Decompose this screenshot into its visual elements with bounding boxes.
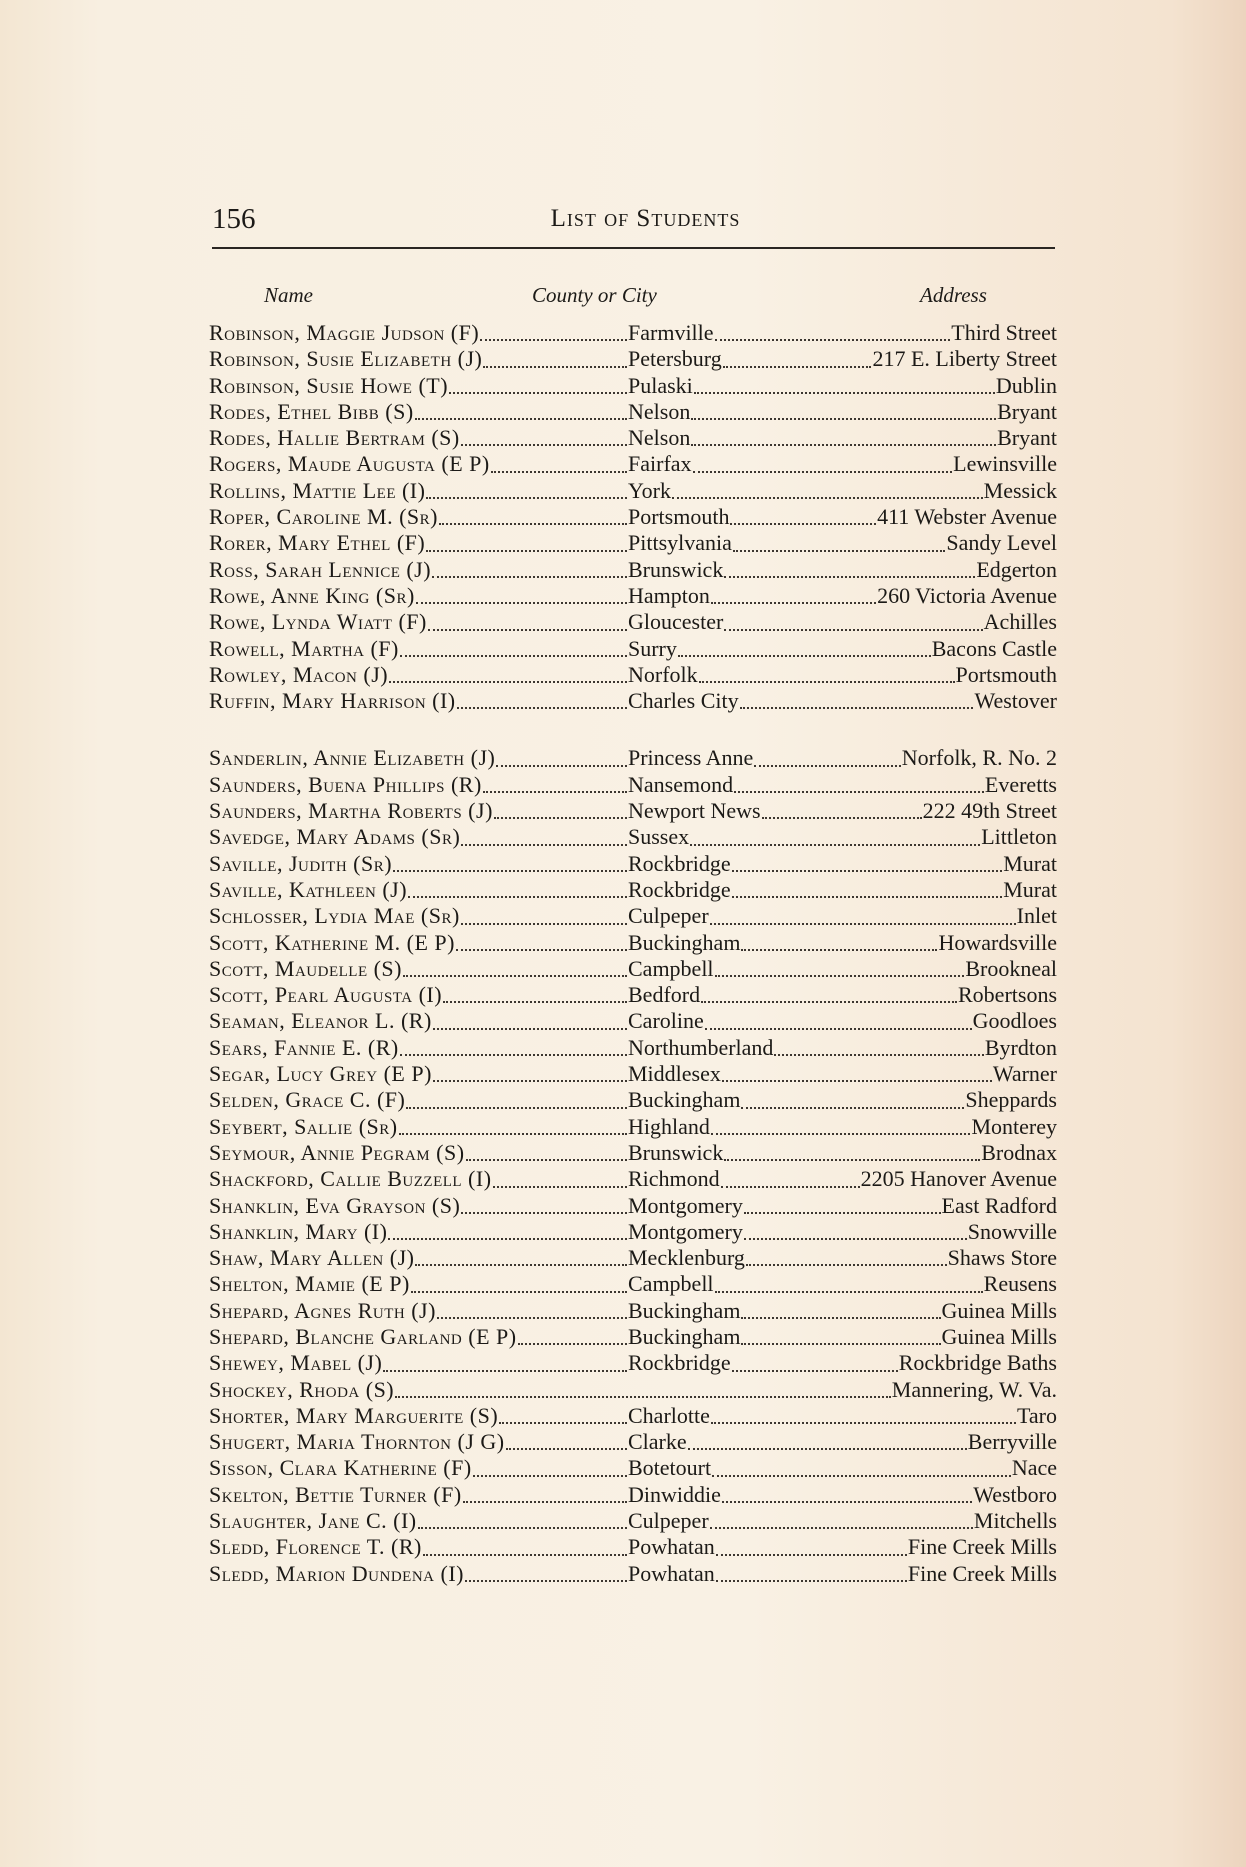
student-entry xyxy=(209,798,1057,824)
student-address: 222 49th Street xyxy=(922,798,1057,824)
student-name: Slaughter, Jane C. (I) xyxy=(209,1508,417,1534)
leader-dots xyxy=(723,350,872,370)
student-name: Shugert, Maria Thornton (J G) xyxy=(209,1429,505,1455)
leader-dots xyxy=(433,1012,627,1032)
student-name: Roper, Caroline M. (Sr) xyxy=(209,504,438,530)
student-name: Saunders, Martha Roberts (J) xyxy=(209,798,493,824)
leader-dots xyxy=(461,428,627,448)
leader-dots xyxy=(732,854,1003,874)
student-address: Robertsons xyxy=(958,982,1057,1008)
leader-dots xyxy=(483,350,627,370)
student-entry xyxy=(209,1298,1057,1324)
student-name: Seymour, Annie Pegram (S) xyxy=(209,1139,465,1165)
student-county: Rockbridge xyxy=(628,1350,731,1376)
leader-dots xyxy=(432,560,627,580)
leader-dots xyxy=(506,1432,627,1452)
leader-dots xyxy=(691,402,996,422)
leader-dots xyxy=(461,907,627,927)
leader-dots xyxy=(715,959,965,979)
student-address: Mitchells xyxy=(973,1508,1057,1534)
leader-dots xyxy=(406,1091,627,1111)
student-name: Scott, Pearl Augusta (I) xyxy=(209,982,443,1008)
student-name: Shanklin, Mary (I) xyxy=(209,1218,388,1244)
student-address: Mannering, W. Va. xyxy=(891,1376,1057,1402)
student-entry xyxy=(209,1561,1057,1587)
student-address: Howardsville xyxy=(938,929,1057,955)
student-name: Selden, Grace C. (F) xyxy=(209,1087,406,1113)
student-name: Shorter, Mary Marguerite (S) xyxy=(209,1402,499,1428)
student-county: Pulaski xyxy=(628,372,693,398)
leader-dots xyxy=(711,1406,1016,1426)
student-entry xyxy=(209,373,1057,399)
student-name: Saville, Judith (Sr) xyxy=(209,850,393,876)
student-county: Surry xyxy=(628,635,677,661)
leader-dots xyxy=(426,534,627,554)
student-county: Charles City xyxy=(628,688,739,714)
student-entry xyxy=(209,688,1057,714)
student-county: Sussex xyxy=(628,824,690,850)
leader-dots xyxy=(423,1538,627,1558)
leader-dots xyxy=(741,1091,964,1111)
student-entry xyxy=(209,1350,1057,1376)
leader-dots xyxy=(690,828,980,848)
column-header-county: County or City xyxy=(532,283,657,307)
column-header-name: Name xyxy=(264,283,313,307)
student-county: Montgomery xyxy=(628,1218,743,1244)
student-name: Scott, Katherine M. (E P) xyxy=(209,929,455,955)
leader-dots xyxy=(461,1196,627,1216)
student-county: Norfolk xyxy=(628,661,698,687)
leader-dots xyxy=(403,959,627,979)
student-address: East Radford xyxy=(941,1192,1057,1218)
student-entry xyxy=(209,530,1057,556)
student-address: Lewinsville xyxy=(953,451,1057,477)
leader-dots xyxy=(711,1117,971,1137)
leader-dots xyxy=(710,1511,973,1531)
student-address: Westboro xyxy=(973,1481,1057,1507)
leader-dots xyxy=(518,1327,627,1347)
leader-dots xyxy=(694,376,995,396)
student-entry xyxy=(209,1114,1057,1140)
student-county: Nelson xyxy=(628,398,691,424)
student-county: Buckingham xyxy=(628,1323,741,1349)
leader-dots xyxy=(716,1564,907,1584)
leader-dots xyxy=(741,933,937,953)
student-name: Rorer, Mary Ethel (F) xyxy=(209,530,426,556)
student-name: Savedge, Mary Adams (Sr) xyxy=(209,824,461,850)
leader-dots xyxy=(463,1485,627,1505)
student-entry xyxy=(209,451,1057,477)
student-address: Warner xyxy=(992,1061,1057,1087)
student-address: Sheppards xyxy=(965,1087,1057,1113)
student-county: Dinwiddie xyxy=(628,1481,721,1507)
student-address: Fine Creek Mills xyxy=(907,1560,1057,1586)
student-county: Montgomery xyxy=(628,1192,743,1218)
leader-dots xyxy=(393,854,627,874)
student-address: Achilles xyxy=(983,609,1057,635)
student-address: 411 Webster Avenue xyxy=(877,504,1057,530)
leader-dots xyxy=(722,1064,992,1084)
student-county: Rockbridge xyxy=(628,850,731,876)
leader-dots xyxy=(439,507,627,527)
student-entry xyxy=(209,346,1057,372)
student-entry xyxy=(209,557,1057,583)
student-address: Portsmouth xyxy=(955,661,1057,687)
student-name: Sanderlin, Annie Elizabeth (J) xyxy=(209,745,496,771)
running-title: List of Students xyxy=(550,205,741,232)
student-county: Princess Anne xyxy=(628,745,754,771)
leader-dots xyxy=(710,907,1016,927)
student-county: Powhatan xyxy=(628,1560,715,1586)
leader-dots xyxy=(433,1064,627,1084)
student-address: Bryant xyxy=(997,425,1057,451)
student-entry xyxy=(209,1193,1057,1219)
student-name: Shepard, Agnes Ruth (J) xyxy=(209,1297,436,1323)
student-name: Shepard, Blanche Garland (E P) xyxy=(209,1323,517,1349)
leader-dots xyxy=(724,613,982,633)
student-entry xyxy=(209,583,1057,609)
student-entry xyxy=(209,851,1057,877)
student-address: Berryville xyxy=(967,1429,1057,1455)
leader-dots xyxy=(465,1564,627,1584)
student-entry xyxy=(209,772,1057,798)
student-entry xyxy=(209,1482,1057,1508)
leader-dots xyxy=(437,1301,627,1321)
student-address: Inlet xyxy=(1016,903,1057,929)
student-entry xyxy=(209,1324,1057,1350)
student-county: Highland xyxy=(628,1113,710,1139)
leader-dots xyxy=(693,455,953,475)
leader-dots xyxy=(715,323,951,343)
leader-dots xyxy=(493,1170,627,1190)
student-county: Clarke xyxy=(628,1429,687,1455)
student-name: Rollins, Mattie Lee (I) xyxy=(209,477,426,503)
student-county: Caroline xyxy=(628,1008,704,1034)
student-name: Shanklin, Eva Grayson (S) xyxy=(209,1192,461,1218)
leader-dots xyxy=(483,775,627,795)
student-entry xyxy=(209,1271,1057,1297)
student-entry xyxy=(209,609,1057,635)
student-name: Sledd, Florence T. (R) xyxy=(209,1534,422,1560)
leader-dots xyxy=(722,1485,972,1505)
student-entry xyxy=(209,1061,1057,1087)
student-entry xyxy=(209,745,1057,771)
leader-dots xyxy=(705,1012,972,1032)
leader-dots xyxy=(774,1038,983,1058)
leader-dots xyxy=(411,1275,627,1295)
student-county: Powhatan xyxy=(628,1534,715,1560)
student-address: Sandy Level xyxy=(946,530,1057,556)
student-entry xyxy=(209,1035,1057,1061)
student-entry xyxy=(209,320,1057,346)
leader-dots xyxy=(499,1406,627,1426)
student-county: Middlesex xyxy=(628,1061,721,1087)
student-entry xyxy=(209,636,1057,662)
leader-dots xyxy=(443,985,627,1005)
student-name: Sledd, Marion Dundena (I) xyxy=(209,1560,464,1586)
student-entry xyxy=(209,504,1057,530)
student-name: Ross, Sarah Lennice (J) xyxy=(209,556,432,582)
student-address: Dublin xyxy=(995,372,1057,398)
student-entry xyxy=(209,1087,1057,1113)
student-address: Goodloes xyxy=(972,1008,1057,1034)
leader-dots xyxy=(724,560,975,580)
student-entry xyxy=(209,1455,1057,1481)
student-county: Newport News xyxy=(628,798,761,824)
student-address: Everetts xyxy=(984,771,1057,797)
student-county: Culpeper xyxy=(628,903,709,929)
leader-dots xyxy=(711,586,876,606)
student-county: Culpeper xyxy=(628,1508,709,1534)
leader-dots xyxy=(716,1538,907,1558)
student-address: Rockbridge Baths xyxy=(898,1350,1057,1376)
student-entry xyxy=(209,1219,1057,1245)
student-name: Rogers, Maude Augusta (E P) xyxy=(209,451,490,477)
leader-dots xyxy=(672,481,983,501)
student-name: Seybert, Sallie (Sr) xyxy=(209,1113,398,1139)
student-address: Snowville xyxy=(967,1218,1057,1244)
student-entry xyxy=(209,478,1057,504)
student-address: Norfolk, R. No. 2 xyxy=(901,745,1057,771)
leader-dots xyxy=(416,586,627,606)
student-name: Rowe, Anne King (Sr) xyxy=(209,582,415,608)
student-county: Charlotte xyxy=(628,1402,710,1428)
student-address: Westover xyxy=(974,688,1057,714)
leader-dots xyxy=(400,639,627,659)
student-name: Shaw, Mary Allen (J) xyxy=(209,1245,415,1271)
student-address: 217 E. Liberty Street xyxy=(872,346,1057,372)
student-name: Rodes, Ethel Bibb (S) xyxy=(209,398,414,424)
student-address: Nace xyxy=(1011,1455,1057,1481)
student-name: Robinson, Susie Howe (T) xyxy=(209,372,449,398)
leader-dots xyxy=(754,749,901,769)
student-entry xyxy=(209,1534,1057,1560)
student-name: Skelton, Bettie Turner (F) xyxy=(209,1481,462,1507)
student-county: Brunswick xyxy=(628,556,724,582)
student-county: Northumberland xyxy=(628,1034,774,1060)
student-name: Segar, Lucy Grey (E P) xyxy=(209,1061,432,1087)
student-address: Guinea Mills xyxy=(941,1323,1057,1349)
leader-dots xyxy=(678,639,931,659)
student-county: Campbell xyxy=(628,955,714,981)
student-entry xyxy=(209,1140,1057,1166)
student-name: Shelton, Mamie (E P) xyxy=(209,1271,410,1297)
student-name: Shewey, Mabel (J) xyxy=(209,1350,383,1376)
leader-dots xyxy=(388,1222,627,1242)
page-header xyxy=(212,203,1055,249)
student-address: Murat xyxy=(1003,850,1057,876)
leader-dots xyxy=(691,428,996,448)
leader-dots xyxy=(415,1248,627,1268)
student-name: Saunders, Buena Phillips (R) xyxy=(209,771,482,797)
student-county: Brunswick xyxy=(628,1139,724,1165)
student-county: Bedford xyxy=(628,982,701,1008)
leader-dots xyxy=(494,801,627,821)
student-name: Rodes, Hallie Bertram (S) xyxy=(209,425,460,451)
student-address: Littleton xyxy=(981,824,1057,850)
student-name: Scott, Maudelle (S) xyxy=(209,955,402,981)
student-entry xyxy=(209,982,1057,1008)
leader-dots xyxy=(461,828,627,848)
leader-dots xyxy=(724,1143,980,1163)
column-header-address: Address xyxy=(920,283,987,307)
student-name: Sears, Fannie E. (R) xyxy=(209,1034,399,1060)
student-address: Brookneal xyxy=(965,955,1057,981)
student-name: Shackford, Callie Buzzell (I) xyxy=(209,1166,492,1192)
leader-dots xyxy=(408,880,627,900)
student-county: Nelson xyxy=(628,425,691,451)
student-entry xyxy=(209,956,1057,982)
leader-dots xyxy=(701,985,957,1005)
student-entry xyxy=(209,877,1057,903)
student-address: Murat xyxy=(1003,876,1057,902)
student-county: Farmville xyxy=(628,320,714,345)
leader-dots xyxy=(428,613,627,633)
leader-dots xyxy=(762,801,922,821)
leader-dots xyxy=(491,455,627,475)
student-entry xyxy=(209,903,1057,929)
student-entry xyxy=(209,1429,1057,1455)
leader-dots xyxy=(415,402,627,422)
student-name: Robinson, Maggie Judson (F) xyxy=(209,320,480,345)
leader-dots xyxy=(715,1275,983,1295)
student-county: Richmond xyxy=(628,1166,720,1192)
leader-dots xyxy=(400,1038,627,1058)
student-entry xyxy=(209,662,1057,688)
student-county: Nansemond xyxy=(628,771,734,797)
student-address: Edgerton xyxy=(976,556,1057,582)
student-county: Fairfax xyxy=(628,451,692,477)
student-address: 2205 Hanover Avenue xyxy=(860,1166,1057,1192)
leader-dots xyxy=(389,665,627,685)
leader-dots xyxy=(741,1301,940,1321)
leader-dots xyxy=(449,376,627,396)
student-entry xyxy=(209,1377,1057,1403)
student-entry xyxy=(209,399,1057,425)
student-county: York xyxy=(628,477,672,503)
student-name: Shockey, Rhoda (S) xyxy=(209,1376,395,1402)
page-number: 156 xyxy=(212,203,256,235)
student-address: Brodnax xyxy=(981,1139,1057,1165)
leader-dots xyxy=(456,933,627,953)
leader-dots xyxy=(734,775,984,795)
student-county: Botetourt xyxy=(628,1455,712,1481)
student-address: Fine Creek Mills xyxy=(907,1534,1057,1560)
leader-dots xyxy=(741,1327,940,1347)
student-county: Mecklenburg xyxy=(628,1245,745,1271)
student-name: Schlosser, Lydia Mae (Sr) xyxy=(209,903,460,929)
leader-dots xyxy=(744,1222,967,1242)
student-entry xyxy=(209,930,1057,956)
student-county: Pittsylvania xyxy=(628,530,732,556)
leader-dots xyxy=(383,1354,627,1374)
student-address: Shaws Store xyxy=(947,1245,1057,1271)
student-county: Portsmouth xyxy=(628,504,730,530)
leader-dots xyxy=(730,507,876,527)
leader-dots xyxy=(688,1432,967,1452)
leader-dots xyxy=(399,1117,627,1137)
student-list xyxy=(209,320,1057,1587)
student-address: Byrdton xyxy=(984,1034,1057,1060)
leader-dots xyxy=(496,749,627,769)
student-name: Rowley, Macon (J) xyxy=(209,661,389,687)
student-address: Guinea Mills xyxy=(941,1297,1057,1323)
student-county: Campbell xyxy=(628,1271,714,1297)
leader-dots xyxy=(732,1354,898,1374)
student-name: Ruffin, Mary Harrison (I) xyxy=(209,688,456,714)
leader-dots xyxy=(732,880,1003,900)
student-entry xyxy=(209,1245,1057,1271)
student-address: Third Street xyxy=(951,320,1057,345)
student-name: Robinson, Susie Elizabeth (J) xyxy=(209,346,483,372)
student-county: Hampton xyxy=(628,582,710,608)
student-name: Rowell, Martha (F) xyxy=(209,635,399,661)
student-address: Monterey xyxy=(971,1113,1057,1139)
student-address: Bryant xyxy=(997,398,1057,424)
leader-dots xyxy=(457,691,627,711)
leader-dots xyxy=(712,1459,1011,1479)
student-address: Reusens xyxy=(983,1271,1057,1297)
student-county: Gloucester xyxy=(628,609,724,635)
student-name: Saville, Kathleen (J) xyxy=(209,876,408,902)
student-address: Bacons Castle xyxy=(931,635,1057,661)
leader-dots xyxy=(733,534,946,554)
leader-dots xyxy=(480,323,627,343)
student-county: Buckingham xyxy=(628,1297,741,1323)
leader-dots xyxy=(473,1459,627,1479)
leader-dots xyxy=(395,1380,891,1400)
leader-dots xyxy=(740,691,974,711)
leader-dots xyxy=(744,1196,941,1216)
student-entry xyxy=(209,1508,1057,1534)
student-name: Seaman, Eleanor L. (R) xyxy=(209,1008,432,1034)
student-county: Buckingham xyxy=(628,929,741,955)
leader-dots xyxy=(426,481,627,501)
leader-dots xyxy=(721,1170,860,1190)
leader-dots xyxy=(466,1143,627,1163)
student-address: Taro xyxy=(1017,1402,1057,1428)
student-name: Sisson, Clara Katherine (F) xyxy=(209,1455,472,1481)
student-entry xyxy=(209,1403,1057,1429)
student-entry xyxy=(209,425,1057,451)
student-entry xyxy=(209,1008,1057,1034)
student-county: Petersburg xyxy=(628,346,722,372)
student-county: Rockbridge xyxy=(628,876,731,902)
student-address: Messick xyxy=(983,477,1057,503)
leader-dots xyxy=(418,1511,627,1531)
student-address: 260 Victoria Avenue xyxy=(877,582,1057,608)
student-entry xyxy=(209,824,1057,850)
student-county: Buckingham xyxy=(628,1087,741,1113)
leader-dots xyxy=(746,1248,947,1268)
student-entry xyxy=(209,1166,1057,1192)
leader-dots xyxy=(699,665,955,685)
student-name: Rowe, Lynda Wiatt (F) xyxy=(209,609,427,635)
